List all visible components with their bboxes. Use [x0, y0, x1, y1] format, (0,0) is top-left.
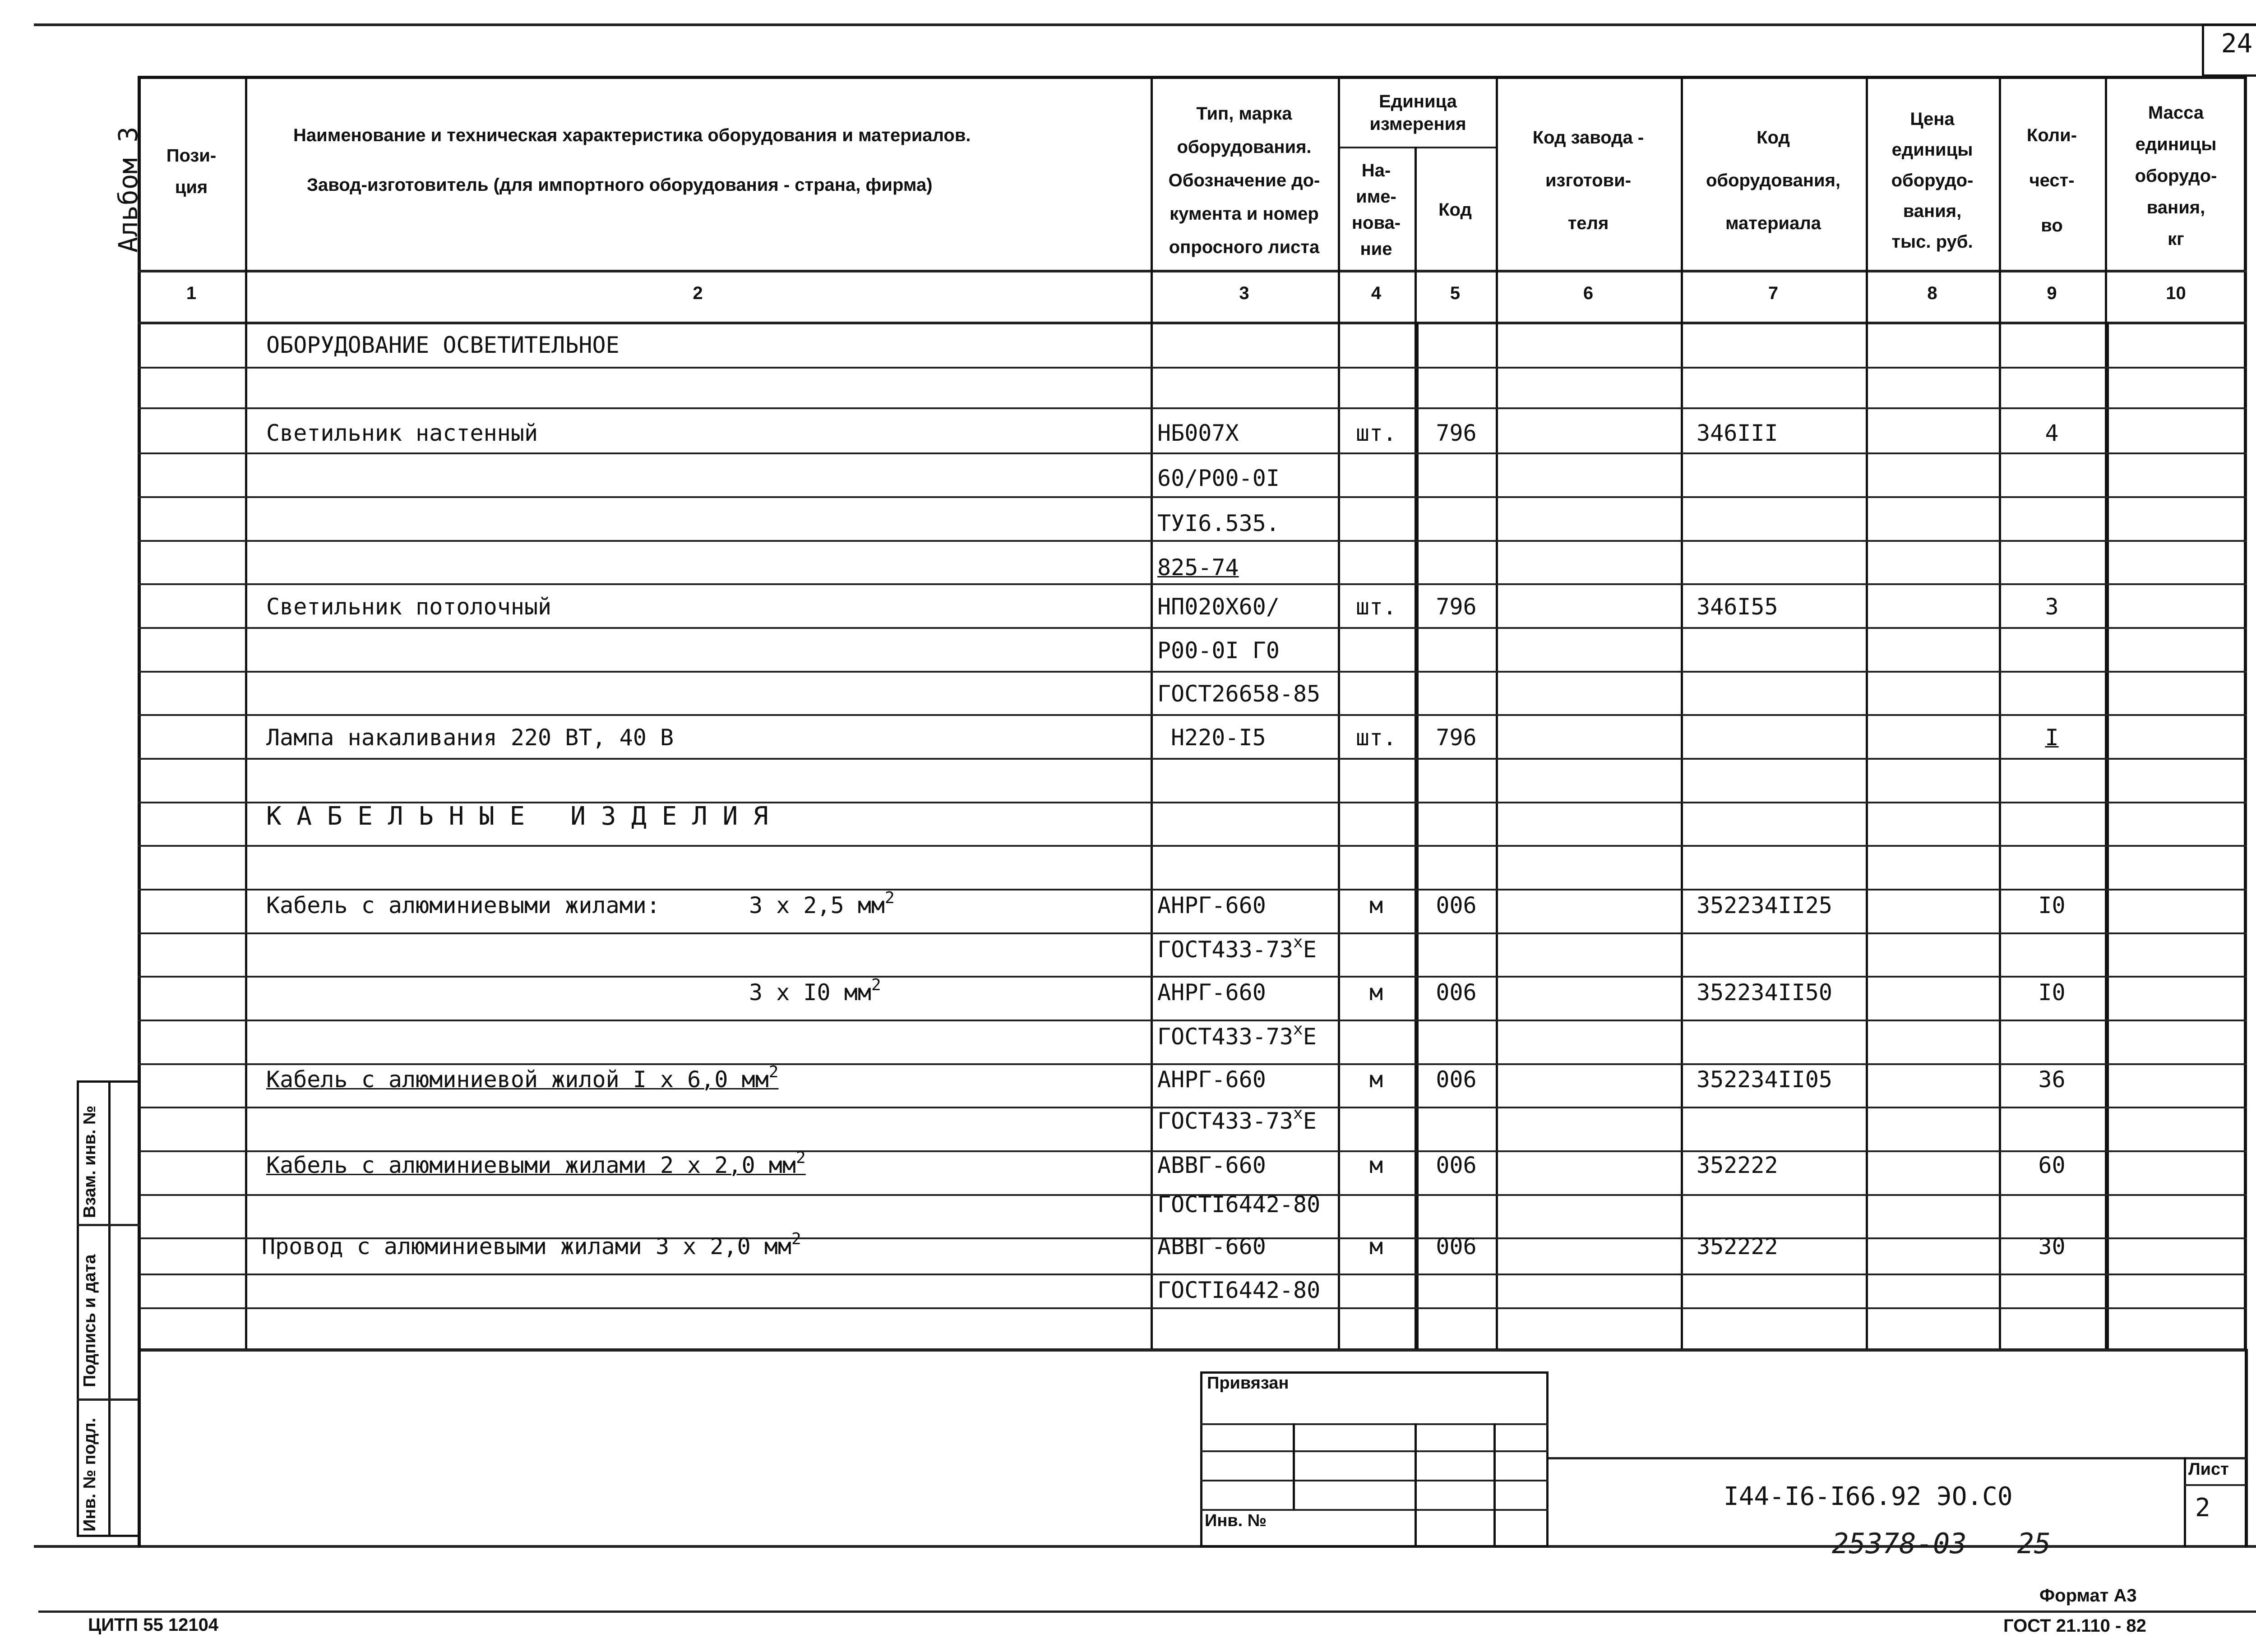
row-2-name: Светильник настенный [266, 420, 538, 446]
header-unit-name [1338, 151, 1415, 268]
row-6-code: 796 [1436, 594, 1477, 620]
doc-code: I44-I6-I66.92 ЭО.С0 [1724, 1482, 2013, 1511]
row-line [138, 1307, 2247, 1309]
row-2-code: 796 [1436, 420, 1477, 446]
row-2-qty: 4 [2045, 420, 2059, 446]
row-9-type: Н220-I5 [1171, 724, 1266, 751]
header-name-line-2: Завод-изготовитель (для импортного оборудования - страна, фирма) [307, 175, 933, 195]
row-3-type: 60/Р00-0I [1157, 465, 1280, 491]
col-number-10: 10 [2166, 283, 2186, 303]
row-line [138, 452, 2247, 454]
row-18-code: 006 [1436, 1152, 1477, 1178]
col-number-8: 8 [1927, 283, 1937, 303]
row-17-type-text: ГОСТ433-73 [1157, 1108, 1294, 1134]
row-21-type: ГОСТI6442-80 [1157, 1277, 1321, 1303]
header-quantity [1999, 95, 2105, 266]
row-20-material: 352222 [1697, 1233, 1778, 1260]
row-line [138, 583, 2247, 585]
col-line-6 [1681, 76, 1683, 1352]
header-quantity-line: во [2041, 216, 2063, 235]
footer-gost: ГОСТ 21.110 - 82 [2003, 1616, 2146, 1636]
row-20-unit: м [1369, 1233, 1383, 1260]
row-14-unit: м [1369, 979, 1383, 1006]
row-17-type-suffix: Е [1303, 1108, 1317, 1134]
header-unit-name-line: нова- [1351, 213, 1401, 233]
header-material-code-line: Код [1757, 127, 1790, 148]
privyazan-line-4 [1200, 1509, 1549, 1511]
row-2-material: 346III [1697, 420, 1778, 446]
row-6-material: 346I55 [1697, 594, 1778, 620]
row-line [138, 540, 2247, 542]
privyazan-vline-2 [1415, 1423, 1417, 1547]
row-18-type: АВВГ-660 [1157, 1152, 1266, 1178]
row-20-name-text: Провод с алюминиевыми жилами 3 х 2,0 мм [262, 1233, 791, 1260]
row-8-type: ГОСТ26658-85 [1157, 681, 1321, 707]
stamp-right-line [2245, 1349, 2248, 1547]
col-line-5 [1496, 76, 1498, 1352]
row-14-code: 006 [1436, 979, 1477, 1006]
header-position-line-2: ция [175, 177, 208, 197]
col-number-9: 9 [2047, 283, 2057, 303]
row-12-unit: м [1369, 892, 1383, 918]
row-14-size-text: 3 х I0 мм [749, 979, 871, 1006]
row-17-type [1157, 1104, 1317, 1135]
row-12-size-text: 3 х 2,5 мм [749, 892, 885, 918]
row-2-unit: шт. [1355, 420, 1397, 446]
header-type-line: Тип, марка [1196, 104, 1292, 124]
row-20-name [262, 1230, 801, 1260]
list-label: Лист [2188, 1460, 2229, 1479]
row-line [138, 889, 2247, 891]
col-number-4: 4 [1371, 283, 1382, 303]
row-16-material: 352234II05 [1697, 1066, 1833, 1093]
footer-format: Формат А3 [2039, 1586, 2137, 1606]
row-18-name-text: Кабель с алюминиевыми жилами 2 х 2,0 мм [266, 1152, 796, 1178]
row-18-qty: 60 [2038, 1152, 2066, 1178]
header-price-line: единицы [1891, 140, 1973, 160]
row-7-type: Р00-0I Г0 [1157, 637, 1280, 664]
header-factory-code [1496, 95, 1681, 266]
row-line [138, 845, 2247, 847]
privyazan-line-2 [1200, 1450, 1549, 1452]
row-15-type-suffix: Е [1303, 1024, 1317, 1050]
col-number-1: 1 [186, 283, 197, 303]
col-line-2 [1151, 76, 1153, 1352]
header-mass-line: единицы [2135, 134, 2217, 154]
header-mass-line: вания, [2146, 198, 2205, 217]
row-16-type: АНРГ-660 [1157, 1066, 1266, 1093]
row-6-name: Светильник потолочный [266, 594, 552, 620]
row-6-unit: шт. [1355, 594, 1397, 620]
privyazan-line-1 [1200, 1423, 1549, 1425]
col-number-3: 3 [1239, 283, 1249, 303]
col-number-5: 5 [1450, 283, 1461, 303]
footer-left: ЦИТП 55 12104 [88, 1615, 219, 1635]
row-18-name-exponent: 2 [796, 1149, 806, 1167]
row-14-type: АНРГ-660 [1157, 979, 1266, 1006]
row-2-type: НБ007Х [1157, 420, 1239, 446]
row-4-type: ТУI6.535. [1157, 510, 1280, 536]
row-15-type [1157, 1020, 1317, 1050]
table-bottom-line [138, 1349, 2247, 1352]
row-13-type [1157, 933, 1317, 963]
row-20-type: АВВГ-660 [1157, 1233, 1266, 1260]
privyazan-vline-3 [1493, 1423, 1496, 1547]
row-16-code: 006 [1436, 1066, 1477, 1093]
row-line [138, 714, 2247, 716]
side-inv-podl: Инв. № подл. [80, 1417, 99, 1532]
row-line [138, 407, 2247, 409]
header-unit-name-line: На- [1361, 161, 1391, 180]
row-17-type-superscript: х [1293, 1104, 1303, 1123]
row-line [138, 758, 2247, 760]
side-strip-line-1 [77, 1224, 140, 1226]
section-title-cables: К А Б Е Л Ь Н Ы Е И З Д Е Л И Я [266, 802, 768, 831]
row-6-type: НП020Х60/ [1157, 594, 1280, 620]
list-block-divider [2184, 1484, 2246, 1486]
header-factory-code-line: изготови- [1545, 170, 1632, 190]
row-14-size-exponent: 2 [871, 976, 881, 994]
row-12-qty: I0 [2038, 892, 2066, 918]
row-12-type: АНРГ-660 [1157, 892, 1266, 918]
col-number-6: 6 [1583, 283, 1594, 303]
header-unit-name-line: ние [1360, 239, 1392, 259]
side-strip-divider [108, 1080, 111, 1537]
col-number-2: 2 [693, 283, 703, 303]
header-unit-name-line: име- [1356, 187, 1396, 207]
header-price-line: Цена [1910, 109, 1955, 129]
row-19-type: ГОСТI6442-80 [1157, 1191, 1321, 1218]
row-9-code: 796 [1436, 724, 1477, 751]
list-block-line [2184, 1457, 2186, 1547]
header-name-line-1: Наименование и техническая характеристика оборудования и материалов. [293, 125, 971, 145]
row-line [138, 627, 2247, 629]
list-number: 2 [2195, 1493, 2210, 1523]
row-line [138, 1274, 2247, 1275]
row-15-type-superscript: х [1293, 1020, 1303, 1038]
row-18-unit: м [1369, 1152, 1383, 1178]
row-16-unit: м [1369, 1066, 1383, 1093]
header-price [1866, 95, 1999, 266]
row-line [138, 1020, 2247, 1021]
row-line [138, 367, 2247, 369]
row-20-code: 006 [1436, 1233, 1477, 1260]
header-quantity-line: чест- [2029, 171, 2075, 190]
row-13-type-superscript: х [1293, 933, 1303, 951]
privyazan-line-3 [1200, 1480, 1549, 1481]
col-line-9 [2105, 322, 2109, 1352]
header-price-line: вания, [1903, 201, 1962, 221]
sheet-number: 24 [2221, 28, 2253, 59]
col-line-7 [1866, 76, 1868, 1352]
row-line [138, 671, 2247, 673]
row-18-name [266, 1149, 806, 1179]
header-quantity-line: Коли- [2026, 125, 2077, 145]
header-material-code [1681, 95, 1866, 266]
col-number-7: 7 [1768, 283, 1779, 303]
row-18-material: 352222 [1697, 1152, 1778, 1178]
unit-group-line [1338, 147, 1498, 148]
footer-line [38, 1610, 2256, 1613]
header-unit-group: Единица измерения [1369, 92, 1466, 134]
row-16-qty: 36 [2038, 1066, 2066, 1093]
header-material-code-line: оборудования, [1706, 170, 1841, 190]
header-position [138, 108, 245, 235]
row-9-qty: I [2045, 724, 2059, 751]
row-13-type-suffix: Е [1303, 937, 1317, 963]
row-16-name-exponent: 2 [768, 1063, 779, 1081]
side-strip-line-2 [77, 1398, 140, 1401]
row-9-unit: шт. [1355, 724, 1397, 751]
section-title-lighting: ОБОРУДОВАНИЕ ОСВЕТИТЕЛЬНОЕ [266, 332, 619, 358]
header-price-line: оборудо- [1891, 171, 1974, 190]
row-12-code: 006 [1436, 892, 1477, 918]
header-type-line: кумента и номер [1170, 204, 1319, 224]
row-12-size [749, 889, 895, 919]
header-factory-code-line: теля [1567, 213, 1609, 233]
header-bottom-line [138, 270, 2247, 272]
row-9-name: Лампа накаливания 220 ВТ, 40 В [266, 724, 674, 751]
stamp-left-line [138, 1349, 141, 1547]
header-type-line: оборудования. [1177, 137, 1312, 157]
header-factory-code-line: Код завода - [1532, 127, 1644, 148]
header-type [1151, 95, 1338, 266]
row-6-qty: 3 [2045, 594, 2059, 620]
header-unit-code: Код [1438, 200, 1472, 220]
header-mass-line: Масса [2148, 103, 2204, 123]
header-mass [2105, 88, 2247, 264]
side-podpis: Подпись и дата [80, 1254, 99, 1387]
row-14-size [749, 976, 881, 1006]
row-line [138, 496, 2247, 498]
header-mass-line: кг [2168, 229, 2184, 249]
header-type-line: опросного листа [1169, 237, 1320, 257]
side-zam-inv: Взам. инв. № [80, 1105, 99, 1218]
header-mass-line: оборудо- [2135, 166, 2217, 186]
row-20-name-exponent: 2 [791, 1230, 801, 1248]
col-line-4 [1415, 322, 1419, 1352]
header-type-line: Обозначение до- [1168, 171, 1320, 190]
col-line-1 [245, 76, 247, 1352]
album-label: Альбом 3 [113, 126, 143, 253]
row-line [138, 932, 2247, 934]
inv-no-label: Инв. № [1205, 1511, 1267, 1530]
row-line [138, 1063, 2247, 1065]
privyazan-label: Привязан [1207, 1374, 1289, 1393]
privyazan-vline-1 [1293, 1423, 1295, 1509]
row-line [138, 976, 2247, 978]
row-20-qty: 30 [2038, 1233, 2066, 1260]
frame-top-line [34, 23, 2256, 26]
row-14-material: 352234II50 [1697, 979, 1833, 1006]
numbers-row-line [138, 322, 2247, 324]
header-price-line: тыс. руб. [1891, 232, 1973, 252]
row-15-type-text: ГОСТ433-73 [1157, 1024, 1294, 1050]
row-12-material: 352234II25 [1697, 892, 1833, 918]
row-14-qty: I0 [2038, 979, 2066, 1006]
row-5-type: 825-74 [1157, 554, 1239, 581]
row-13-type-text: ГОСТ433-73 [1157, 937, 1294, 963]
row-16-name-text: Кабель с алюминиевой жилой I х 6,0 мм [266, 1066, 769, 1093]
row-12-size-exponent: 2 [885, 889, 895, 907]
handwritten-number: 25378-03 25 [1832, 1527, 2051, 1560]
row-16-name [266, 1063, 779, 1093]
row-12-name: Кабель с алюминиевыми жилами: [266, 892, 660, 918]
header-position-line-1: Пози- [166, 146, 217, 166]
doc-code-top-line [1549, 1457, 2246, 1459]
header-material-code-line: материала [1725, 213, 1821, 233]
